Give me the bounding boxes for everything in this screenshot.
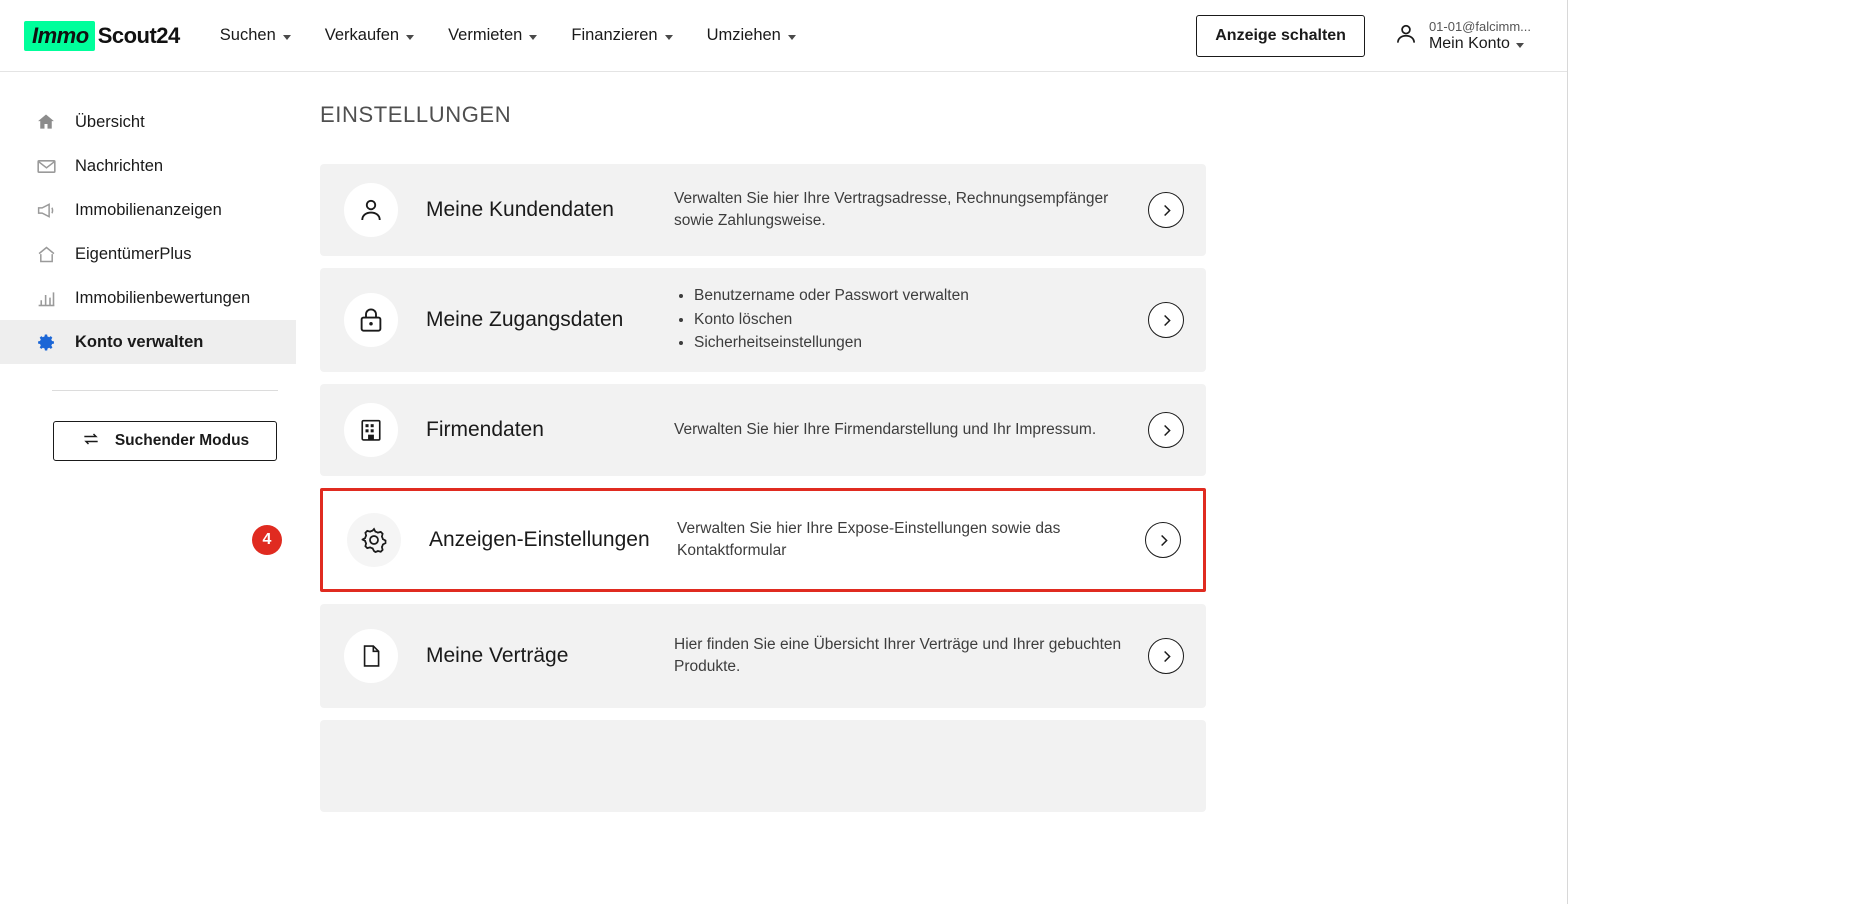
- gear-icon: [35, 331, 57, 353]
- card-anzeigen-einstellungen[interactable]: [262, 488, 1206, 592]
- card-meine-vertraege[interactable]: [320, 604, 1206, 708]
- account-label: Mein Konto: [1428, 35, 1510, 53]
- chevron-right-icon[interactable]: [1148, 192, 1184, 228]
- sidebar-item-eigentuemerplus[interactable]: [0, 232, 296, 276]
- card-description: Verwalten Sie hier Ihre Expose-Einstellungen sowie das Kontaktformular: [677, 519, 1061, 559]
- nav-item-finanzieren[interactable]: [571, 26, 672, 45]
- home-icon: [35, 111, 57, 133]
- chevron-down-icon: [283, 35, 291, 40]
- card-description: [674, 284, 1148, 355]
- account-label-row: [1429, 34, 1531, 53]
- chevron-down-icon: [665, 35, 673, 40]
- nav-item-vermieten[interactable]: [448, 26, 537, 45]
- sidebar-item-label: Immobilienanzeigen: [75, 200, 222, 219]
- chevron-down-icon: [529, 35, 537, 40]
- person-icon: [344, 183, 398, 237]
- card-meine-zugangsdaten[interactable]: [320, 268, 1206, 372]
- card-title: Meine Verträge: [426, 643, 569, 667]
- gear-icon: [347, 513, 401, 567]
- settings-card-list: [262, 164, 1206, 812]
- sidebar-item-label: Immobilienbewertungen: [75, 288, 251, 307]
- nav-item-verkaufen[interactable]: [325, 26, 414, 45]
- sidebar-item-immobilienbewertungen[interactable]: [0, 276, 296, 320]
- sidebar-item-nachrichten[interactable]: [0, 144, 296, 188]
- sidebar-item-label: Nachrichten: [75, 156, 164, 175]
- nav-item-umziehen[interactable]: [707, 26, 796, 45]
- chevron-right-icon[interactable]: [1145, 522, 1181, 558]
- nav-item-label: Suchen: [219, 26, 276, 44]
- nav-item-suchen[interactable]: [220, 26, 291, 45]
- sidebar-item-label: EigentümerPlus: [75, 244, 192, 263]
- sidebar-item-uebersicht[interactable]: [0, 100, 296, 144]
- chart-icon: [35, 287, 57, 309]
- chevron-right-icon[interactable]: [1148, 412, 1184, 448]
- chevron-down-icon: [406, 35, 414, 40]
- chevron-right-icon[interactable]: [1148, 302, 1184, 338]
- card-description: Verwalten Sie hier Ihre Firmendarstellung und Ihr Impressum.: [674, 420, 1097, 438]
- card-partially-visible[interactable]: [320, 720, 1206, 812]
- account-menu[interactable]: [1393, 19, 1531, 54]
- sidebar-item-konto-verwalten[interactable]: [0, 320, 296, 364]
- card-title: Meine Zugangsdaten: [426, 307, 624, 331]
- card-firmendaten[interactable]: [320, 384, 1206, 476]
- logo-immo-text: Immo: [24, 21, 95, 51]
- card-bullet-item: • Benutzername oder Passwort verwalten: [694, 285, 1128, 307]
- sidebar-item-label: Konto verwalten: [75, 332, 204, 351]
- sidebar-item-label: Übersicht: [75, 112, 145, 131]
- card-title: Anzeigen-Einstellungen: [429, 527, 650, 551]
- house-icon: [35, 243, 57, 265]
- right-empty-pane: [1568, 0, 1870, 904]
- page-body: [0, 72, 1567, 903]
- step-badge: 4: [252, 525, 282, 555]
- chevron-down-icon: [788, 35, 796, 40]
- swap-icon: [81, 429, 101, 454]
- document-icon: [344, 629, 398, 683]
- card-bullet-item: • Konto löschen: [694, 309, 1128, 331]
- logo-scout-text: Scout24: [97, 22, 180, 48]
- megaphone-icon: [35, 199, 57, 221]
- card-title: Firmendaten: [426, 417, 544, 441]
- nav-item-label: Umziehen: [706, 26, 781, 44]
- suchender-modus-label: Suchender Modus: [114, 432, 250, 449]
- main-navigation: [220, 26, 796, 45]
- card-title: Meine Kundendaten: [426, 197, 614, 221]
- immoscout24-logo[interactable]: [24, 21, 180, 51]
- person-icon: [1393, 21, 1419, 52]
- card-meine-kundendaten[interactable]: [320, 164, 1206, 256]
- page-title: EINSTELLUNGEN: [320, 102, 512, 127]
- sidebar: [0, 72, 296, 903]
- card-bullet-item: • Sicherheitseinstellungen: [694, 332, 1128, 354]
- lock-icon: [344, 293, 398, 347]
- nav-item-label: Finanzieren: [571, 26, 658, 44]
- chevron-down-icon: [1516, 43, 1524, 48]
- nav-item-label: Vermieten: [448, 26, 523, 44]
- main-content: [262, 72, 1567, 903]
- card-description: Verwalten Sie hier Ihre Vertragsadresse, Rechnungsempfänger sowie Zahlungsweise.: [674, 189, 1109, 229]
- account-email: 01-01@falcimm...: [1428, 18, 1531, 34]
- chevron-right-icon[interactable]: [1148, 638, 1184, 674]
- sidebar-divider: [52, 390, 278, 391]
- nav-item-label: Verkaufen: [324, 26, 400, 44]
- mail-icon: [35, 155, 57, 177]
- card-bullet-list: [674, 285, 1128, 354]
- anzeige-schalten-button[interactable]: Anzeige schalten: [1196, 15, 1365, 57]
- top-header: [0, 0, 1567, 72]
- building-icon: [344, 403, 398, 457]
- header-right-area: [1196, 0, 1531, 72]
- suchender-modus-button[interactable]: [53, 421, 277, 461]
- account-text: [1429, 19, 1531, 54]
- card-description: Hier finden Sie eine Übersicht Ihrer Verträge und Ihrer gebuchten Produkte.: [674, 635, 1122, 675]
- sidebar-item-immobilienanzeigen[interactable]: [0, 188, 296, 232]
